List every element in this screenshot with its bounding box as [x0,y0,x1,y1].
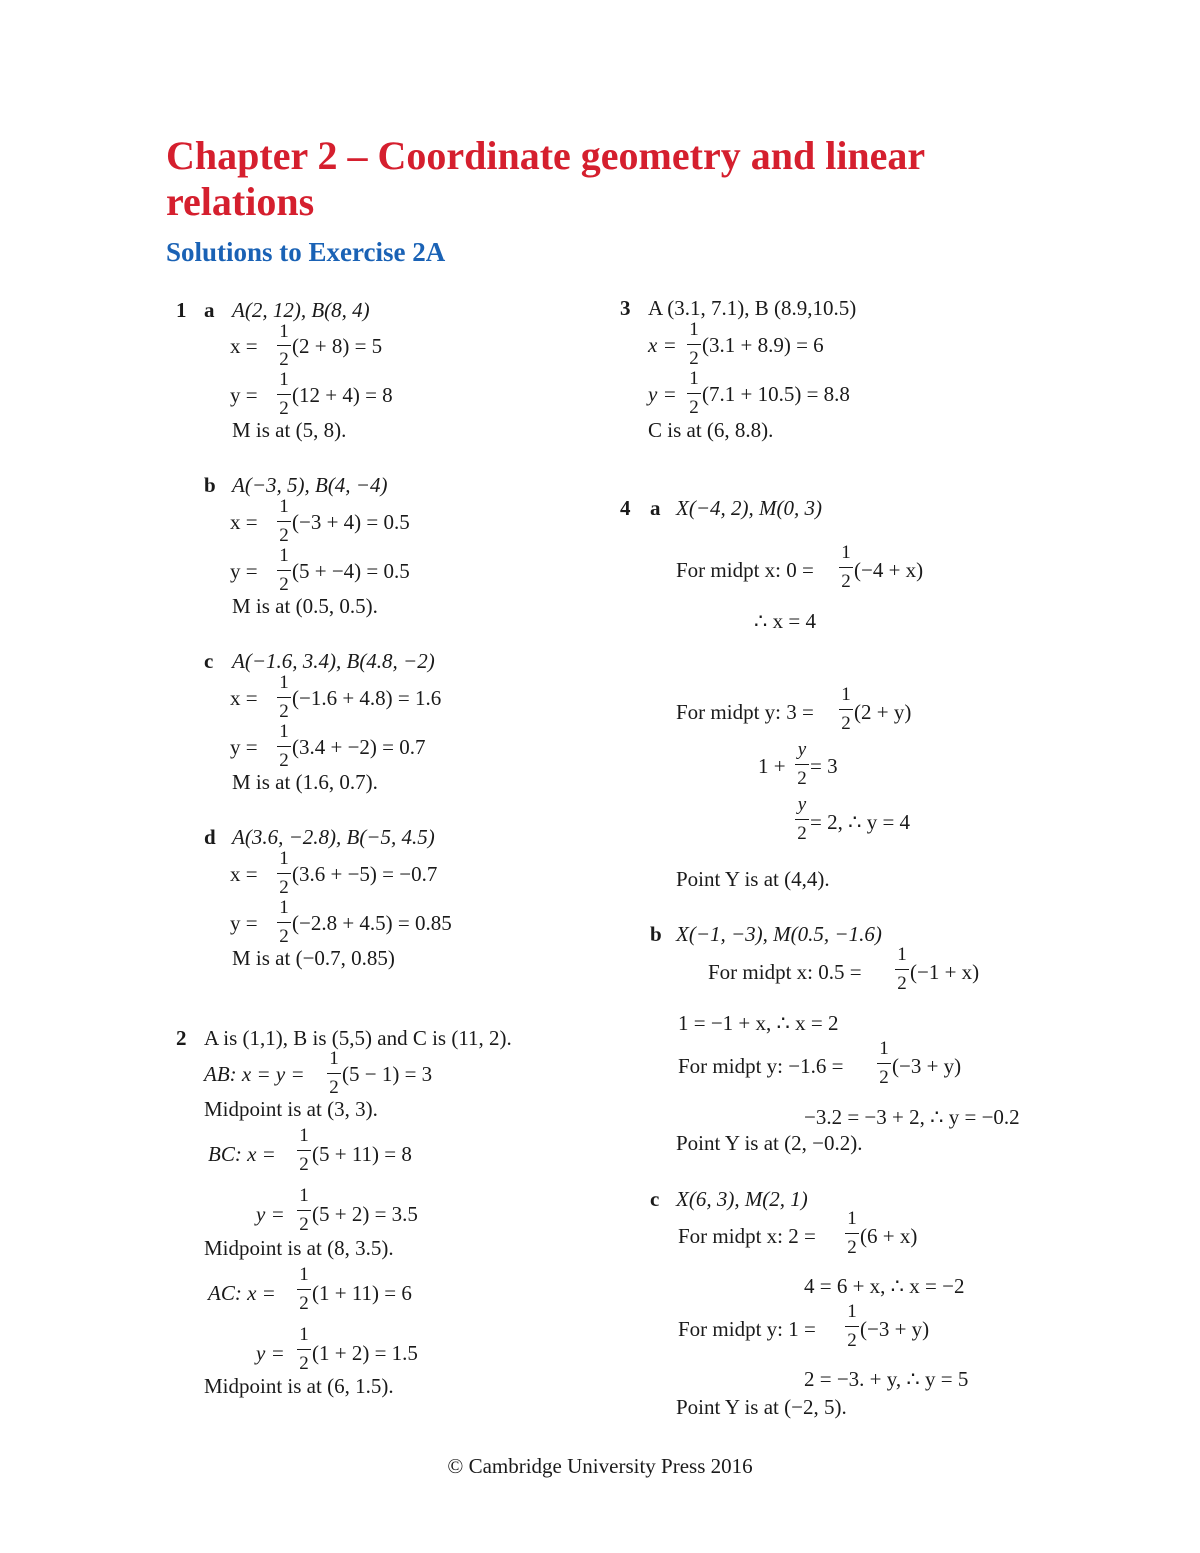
bc-y-equation-lhs: y = [256,1202,285,1226]
fraction-bar [839,709,853,710]
midpt-y-rhs: (−3 + y) [892,1054,962,1078]
ac-y-equation-rhs: (1 + 2) = 1.5 [312,1341,418,1365]
fraction-bar [297,1289,311,1290]
fraction-denominator: 2 [279,750,289,771]
y-equation-lhs: y = [230,735,258,759]
given-points: A(3.6, −2.8), B(−5, 4.5) [232,825,435,849]
fraction-denominator: 2 [279,877,289,898]
fraction-denominator: 2 [797,768,807,789]
fraction-bar [277,697,291,698]
given-points: A (3.1, 7.1), B (8.9,10.5) [648,296,857,320]
fraction-numerator: 1 [299,1324,309,1345]
fraction-numerator: 1 [279,897,289,918]
y-equation-rhs: (12 + 4) = 8 [292,383,393,407]
fraction-denominator: 2 [279,574,289,595]
x-equation-rhs: (3.1 + 8.9) = 6 [702,333,824,357]
fraction-numerator: 1 [279,321,289,342]
point-result: Point Y is at (−2, 5). [676,1395,847,1419]
fraction-numerator: 1 [847,1208,857,1229]
step-rhs: = 2, ∴ y = 4 [810,810,911,834]
chapter-title-line2: relations [166,179,315,224]
fraction-numerator: 1 [329,1048,339,1069]
fraction-denominator: 2 [797,823,807,844]
fraction-bar [297,1150,311,1151]
part-label: a [204,298,215,322]
ab-equation-rhs: (5 − 1) = 3 [342,1062,433,1086]
midpt-y-rhs: (−3 + y) [860,1317,930,1341]
question-number: 4 [620,496,631,520]
y-result: 2 = −3. + y, ∴ y = 5 [804,1367,969,1391]
ac-equation-rhs: (1 + 11) = 6 [312,1281,412,1305]
given-points: X(6, 3), M(2, 1) [676,1187,808,1211]
bc-equation-lhs: BC: x = [208,1142,276,1166]
fraction-denominator: 2 [847,1237,857,1258]
ac-y-equation-lhs: y = [256,1341,285,1365]
fraction-bar [845,1233,859,1234]
question-number: 2 [176,1026,187,1050]
fraction-bar [839,567,853,568]
x-equation-lhs: x = [648,333,677,357]
fraction-bar [895,969,909,970]
midpoint-result: Midpoint is at (3, 3). [204,1097,378,1121]
given-points: A(−3, 5), B(4, −4) [232,473,388,497]
fraction-bar [327,1073,341,1074]
fraction-numerator: 1 [299,1125,309,1146]
midpt-y-lhs: For midpt y: −1.6 = [678,1054,844,1078]
fraction-bar [277,873,291,874]
fraction-bar [277,345,291,346]
x-equation-rhs: (−3 + 4) = 0.5 [292,510,410,534]
fraction-denominator: 2 [299,1214,309,1235]
y-equation-lhs: y = [230,559,258,583]
fraction-numerator: 1 [279,545,289,566]
point-c-result: C is at (6, 8.8). [648,418,774,442]
x-equation-lhs: x = [230,862,258,886]
fraction-denominator: 2 [299,1293,309,1314]
midpoint-result: M is at (1.6, 0.7). [232,770,378,794]
fraction-denominator: 2 [279,349,289,370]
fraction-numerator: y [797,739,807,760]
step-rhs: = 3 [810,754,838,778]
fraction-denominator: 2 [841,713,851,734]
y-equation-lhs: y = [648,382,677,406]
fraction-bar [845,1326,859,1327]
fraction-bar [277,394,291,395]
fraction-bar [877,1063,891,1064]
y-equation-rhs: (−2.8 + 4.5) = 0.85 [292,911,452,935]
fraction-bar [795,764,809,765]
fraction-bar [687,344,701,345]
midpt-x-lhs: For midpt x: 0 = [676,558,814,582]
fraction-bar [277,570,291,571]
point-result: Point Y is at (4,4). [676,867,830,891]
fraction-denominator: 2 [329,1077,339,1098]
given-points: X(−1, −3), M(0.5, −1.6) [676,922,882,946]
question-number: 3 [620,296,631,320]
fraction-denominator: 2 [279,701,289,722]
x-result: 1 = −1 + x, ∴ x = 2 [678,1011,839,1035]
part-label: c [204,649,214,673]
midpt-x-rhs: (−4 + x) [854,558,924,582]
x-equation-lhs: x = [230,334,258,358]
fraction-numerator: 1 [841,684,851,705]
given-points: A(2, 12), B(8, 4) [232,298,370,322]
fraction-denominator: 2 [279,926,289,947]
exercise-subtitle: Solutions to Exercise 2A [166,237,446,267]
point-result: Point Y is at (2, −0.2). [676,1131,863,1155]
midpt-y-lhs: For midpt y: 3 = [676,700,814,724]
x-equation-rhs: (2 + 8) = 5 [292,334,383,358]
fraction-denominator: 2 [841,571,851,592]
bc-equation-rhs: (5 + 11) = 8 [312,1142,412,1166]
y-result: −3.2 = −3 + 2, ∴ y = −0.2 [804,1105,1020,1129]
fraction-numerator: 1 [279,496,289,517]
chapter-title-line1: Chapter 2 – Coordinate geometry and linear [166,133,926,178]
fraction-denominator: 2 [897,973,907,994]
fraction-numerator: 1 [841,542,851,563]
given-points: A is (1,1), B is (5,5) and C is (11, 2). [204,1026,512,1050]
fraction-bar [687,393,701,394]
y-equation-rhs: (3.4 + −2) = 0.7 [292,735,426,759]
fraction-numerator: 1 [689,368,699,389]
fraction-numerator: 1 [299,1185,309,1206]
question-number: 1 [176,298,187,322]
copyright-footer: © Cambridge University Press 2016 [447,1454,753,1478]
y-equation-lhs: y = [230,911,258,935]
fraction-denominator: 2 [279,525,289,546]
fraction-numerator: 1 [279,848,289,869]
midpoint-result: M is at (0.5, 0.5). [232,594,378,618]
midpoint-result: Midpoint is at (6, 1.5). [204,1374,394,1398]
given-points: A(−1.6, 3.4), B(4.8, −2) [232,649,435,673]
fraction-denominator: 2 [689,348,699,369]
part-label: c [650,1187,660,1211]
x-equation-rhs: (−1.6 + 4.8) = 1.6 [292,686,442,710]
fraction-bar [277,746,291,747]
step-lhs: 1 + [758,754,786,778]
ab-equation-lhs: AB: x = y = [204,1062,305,1086]
y-equation-rhs: (7.1 + 10.5) = 8.8 [702,382,850,406]
fraction-denominator: 2 [299,1353,309,1374]
fraction-numerator: 1 [279,369,289,390]
fraction-denominator: 2 [279,398,289,419]
fraction-bar [277,922,291,923]
midpt-x-lhs: For midpt x: 0.5 = [708,960,862,984]
fraction-numerator: 1 [897,944,907,965]
fraction-denominator: 2 [689,397,699,418]
fraction-numerator: y [797,794,807,815]
fraction-numerator: 1 [299,1264,309,1285]
midpt-x-rhs: (−1 + x) [910,960,980,984]
fraction-numerator: 1 [689,319,699,340]
x-equation-rhs: (3.6 + −5) = −0.7 [292,862,438,886]
x-equation-lhs: x = [230,510,258,534]
midpt-x-rhs: (6 + x) [860,1224,918,1248]
y-equation-rhs: (5 + −4) = 0.5 [292,559,410,583]
fraction-bar [297,1349,311,1350]
midpoint-result: M is at (5, 8). [232,418,347,442]
ac-equation-lhs: AC: x = [208,1281,276,1305]
part-label: d [204,825,216,849]
fraction-denominator: 2 [879,1067,889,1088]
fraction-denominator: 2 [847,1330,857,1351]
y-equation-lhs: y = [230,383,258,407]
midpoint-result: Midpoint is at (8, 3.5). [204,1236,394,1260]
x-equation-lhs: x = [230,686,258,710]
midpoint-result: M is at (−0.7, 0.85) [232,946,395,970]
fraction-numerator: 1 [879,1038,889,1059]
midpt-y-rhs: (2 + y) [854,700,912,724]
fraction-numerator: 1 [847,1301,857,1322]
fraction-bar [277,521,291,522]
given-points: X(−4, 2), M(0, 3) [676,496,822,520]
fraction-denominator: 2 [299,1154,309,1175]
fraction-numerator: 1 [279,672,289,693]
x-result: 4 = 6 + x, ∴ x = −2 [804,1274,965,1298]
fraction-bar [795,819,809,820]
midpt-x-lhs: For midpt x: 2 = [678,1224,816,1248]
midpt-y-lhs: For midpt y: 1 = [678,1317,816,1341]
part-label: b [204,473,216,497]
fraction-bar [297,1210,311,1211]
bc-y-equation-rhs: (5 + 2) = 3.5 [312,1202,418,1226]
x-result: ∴ x = 4 [754,609,816,633]
fraction-numerator: 1 [279,721,289,742]
part-label: b [650,922,662,946]
part-label: a [650,496,661,520]
